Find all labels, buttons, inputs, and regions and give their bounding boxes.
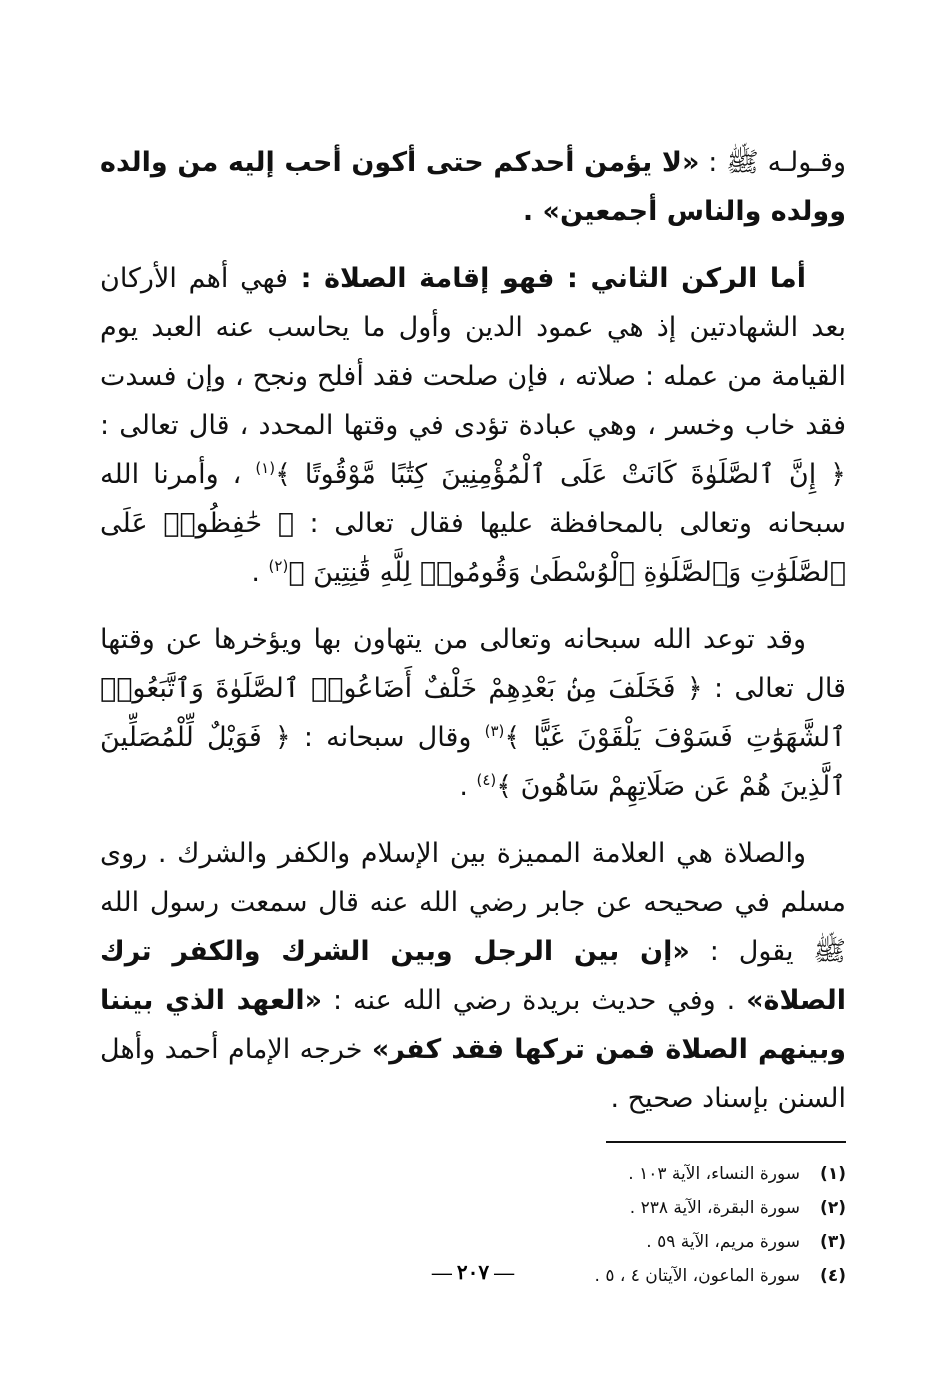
footnote-item [100, 1157, 846, 1191]
body-text: . وفي حديث بريدة رضي الله عنه : [322, 985, 747, 1016]
quran-verse: ﴿ فَخَلَفَ مِنۢ بَعْدِهِمْ خَلْفٌ أَضَاعُوا۟ ٱلصَّلَوٰةَ وَٱتَّبَعُوا۟ ٱلشَّهَوَٰتِ فَسَوْفَ يَلْقَوْنَ غَيًّا ﴾ [100, 673, 846, 753]
footnote-ref: (١) [255, 459, 276, 477]
section-heading: أما الركن الثاني : فهو إقامة الصلاة : [288, 263, 807, 294]
body-text: فهي أهم الأركان بعد الشهادتين إذ هي عمود الدين وأول ما يحاسب عنه العبد يوم القيامة من عمله : صلاته ، فإن صلحت فقد أفلح ونجح ، وإن فسدت فقد خاب وخسر ، وهي عبادة تؤدى في وقتها المحدد ، قال تعالى : [100, 263, 846, 441]
footnote-text: سورة البقرة، الآية ٢٣٨ . [629, 1198, 800, 1218]
footnote-number: (٢) [820, 1198, 846, 1218]
paragraph-second-pillar [100, 254, 846, 597]
hadith-intro: وقـولـه ﷺ : [699, 147, 846, 178]
quran-verse: ﴿ إِنَّ ٱلصَّلَوٰةَ كَانَتْ عَلَى ٱلْمُؤْمِنِينَ كِتَٰبًا مَّوْقُوتًا ﴾ [275, 459, 846, 490]
footnote-text: سورة الماعون، الآيتان ٤ ، ٥ . [594, 1266, 800, 1286]
quran-verse: ﴿ حَٰفِظُوا۟ عَلَى ٱلصَّلَوَٰتِ وَٱلصَّلَوٰةِ ٱلْوُسْطَىٰ وَقُومُوا۟ لِلَّهِ قَٰنِتِينَ ﴾ [100, 508, 846, 588]
paragraph-distinction [100, 829, 846, 1123]
footnote-ref: (٤) [476, 771, 497, 789]
quran-verse: ﴿ فَوَيْلٌ لِّلْمُصَلِّينَ ٱلَّذِينَ هُمْ عَن صَلَاتِهِمْ سَاهُونَ ﴾ [100, 722, 846, 802]
footnote-ref: (٣) [484, 722, 505, 740]
paragraph-hadith-love [100, 138, 846, 236]
body-text: ، وأمرنا الله سبحانه وتعالى بالمحافظة عليها فقال تعالى : [100, 459, 846, 539]
body-text: والصلاة هي العلامة المميزة بين الإسلام والكفر والشرك . روى مسلم في صحيحه عن جابر رضي الله عنه قال سمعت رسول الله ﷺ يقول : [100, 838, 847, 967]
body-text: . [459, 771, 477, 802]
paragraph-warning [100, 615, 846, 811]
hadith-quote: «لا يؤمن أحدكم حتى أكون أحب إليه من والده وولده والناس أجمعين» . [100, 147, 846, 227]
footnote-ref: (٢) [268, 557, 289, 575]
footnote-number: (٤) [820, 1266, 846, 1286]
hadith-quote: «العهد الذي بيننا وبينهم الصلاة فمن تركها فقد كفر» [100, 985, 846, 1065]
body-text: وقد توعد الله سبحانه وتعالى من يتهاون بها ويؤخرها عن وقتها قال تعالى : [100, 624, 846, 704]
footnote-item [100, 1191, 846, 1225]
footnote-text: سورة النساء، الآية ١٠٣ . [628, 1164, 800, 1184]
page-number: — ٢٠٧ — [431, 1262, 515, 1284]
footnote-item [100, 1225, 846, 1259]
footnote-number: (١) [820, 1164, 846, 1184]
hadith-quote: «إن بين الرجل وبين الشرك والكفر ترك الصلاة» [100, 936, 846, 1016]
footnote-text: سورة مريم، الآية ٥٩ . [646, 1232, 800, 1252]
footnote-divider [606, 1141, 846, 1143]
footnote-number: (٣) [820, 1232, 846, 1252]
body-text: خرجه الإمام أحمد وأهل السنن بإسناد صحيح . [100, 1034, 846, 1114]
body-text: . [251, 557, 269, 588]
body-text: وقال سبحانه : [290, 722, 485, 753]
